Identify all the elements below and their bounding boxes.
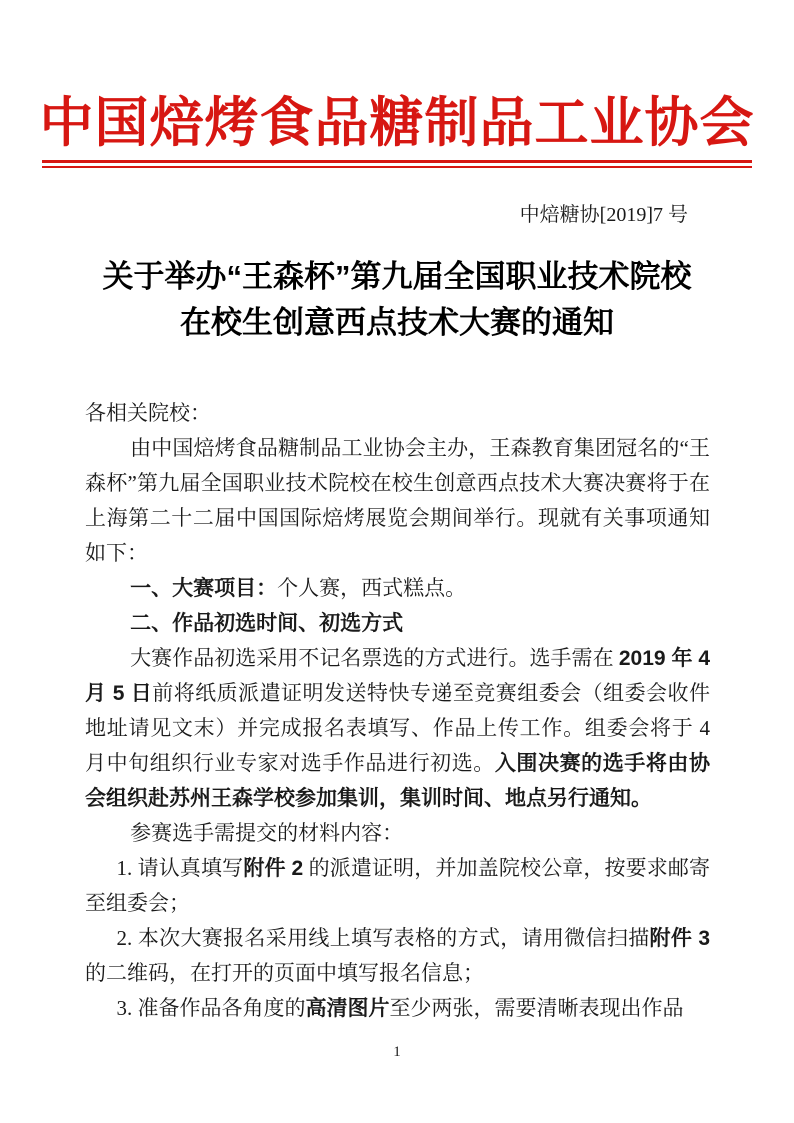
text-run: 的二维码，在打开的页面中填写报名信息； [85, 961, 484, 985]
bold-text-run: 入围决赛的选手将由协会组织赴苏州王森学校参加集训，集训时间、地点另行通知。 [85, 752, 711, 810]
document-title-line-2: 在校生创意西点技术大赛的通知 [180, 305, 614, 340]
org-name-heading: 中国焙烤食品糖制品工业协会 [39, 93, 755, 153]
page-number: 1 [393, 1044, 401, 1060]
text-run: 由中国焙烤食品糖制品工业协会主办，王森教育集团冠名的“王森杯”第九届全国职业技术院校在校生创意西点技术大赛决赛将于在上海第二十二届中国国际焙烤展览会期间举行。现就有关事项通知如下： [85, 436, 710, 565]
body-paragraph [85, 641, 710, 816]
body-paragraph [85, 851, 710, 921]
document-title [20, 254, 774, 346]
body-paragraph [85, 571, 710, 606]
body-paragraph [85, 921, 710, 991]
text-run: 3. 准备作品各角度的 [116, 996, 306, 1020]
bold-text-run: 高清图片 [305, 997, 390, 1020]
body-paragraph [85, 991, 710, 1026]
bold-text-run: 一、大赛项目： [130, 577, 278, 600]
text-run: 前将纸质派遣证明发送特快专递至竞赛组委会（组委会收件地址请见文末）并完成报名表填写、作品上传工作。组委会将于 4 月中旬组织行业专家对选手作品进行初选。 [85, 681, 710, 775]
text-run: 的派遣证明，并加盖院校公章，按要求邮寄至组委会； [85, 856, 711, 915]
letterhead-double-rule [42, 160, 752, 168]
bold-text-run: 附件 3 [649, 927, 711, 950]
text-run: 个人赛，西式糕点。 [277, 576, 467, 600]
doc-number: 中焙糖协[2019]7 号 [519, 204, 688, 226]
body-paragraph [85, 816, 710, 851]
text-run: 2. 本次大赛报名采用线上填写表格的方式，请用微信扫描 [116, 926, 650, 950]
rule-thick-line [42, 160, 752, 163]
body-paragraph [85, 431, 710, 571]
bold-text-run: 2019 年 4 月 5 日 [85, 647, 710, 705]
text-run: 参赛选手需提交的材料内容： [130, 821, 404, 845]
text-run: 1. 请认真填写 [116, 856, 244, 880]
text-run: 至少两张，需要清晰表现出作品 [389, 996, 684, 1020]
bold-text-run: 二、作品初选时间、初选方式 [130, 612, 404, 635]
document-body [85, 396, 710, 1026]
body-paragraph [85, 606, 710, 641]
document-title-line-1: 关于举办“王森杯”第九届全国职业技术院校 [102, 259, 692, 294]
rule-thin-line [42, 166, 752, 168]
bold-text-run: 附件 2 [243, 857, 304, 880]
letterhead [0, 92, 794, 168]
body-paragraph [85, 396, 710, 431]
text-run: 各相关院校： [85, 401, 211, 425]
text-run: 大赛作品初选采用不记名票选的方式进行。选手需在 [130, 646, 619, 670]
